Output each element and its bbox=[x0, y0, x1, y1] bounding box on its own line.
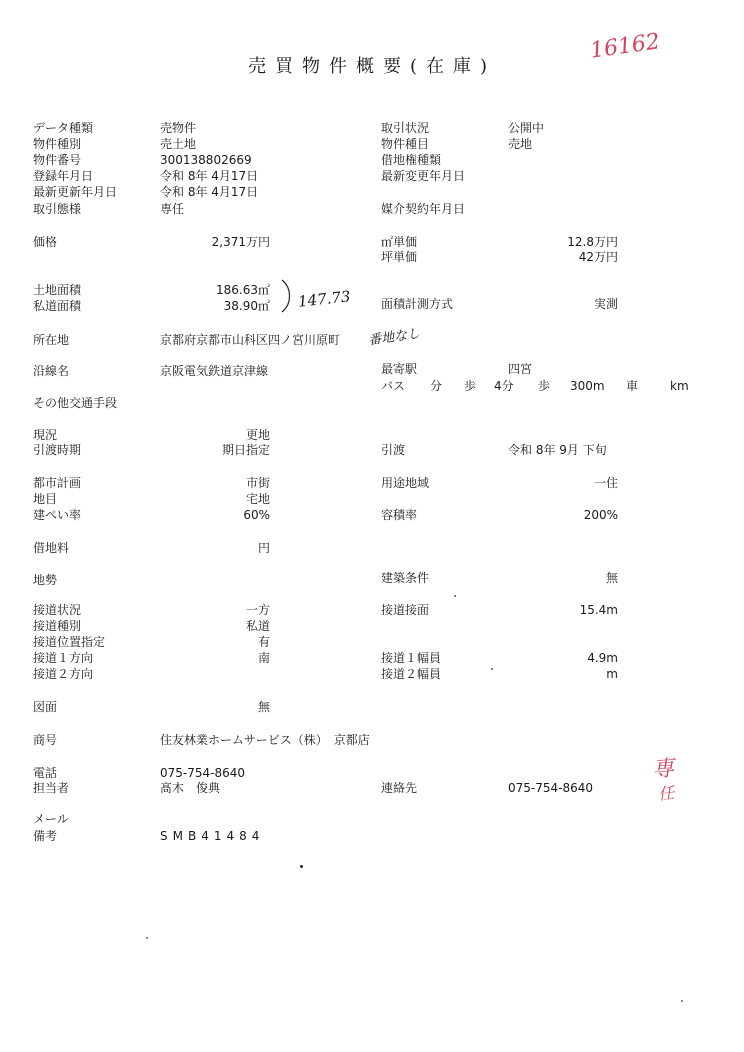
unit-price-m2-value: 12.8万円 bbox=[567, 235, 618, 249]
current-status-label: 現況 bbox=[33, 428, 58, 442]
property-number-value: 300138802669 bbox=[160, 153, 252, 167]
company-label: 商号 bbox=[33, 733, 58, 747]
terrain-label: 地勢 bbox=[33, 573, 58, 587]
handwritten-stamp-2: 任 bbox=[657, 783, 676, 804]
data-type-label: データ種類 bbox=[33, 121, 94, 135]
road2-width-label: 接道２幅員 bbox=[381, 667, 442, 681]
road1-direction-value: 南 bbox=[257, 651, 270, 665]
property-type-label: 物件種別 bbox=[33, 137, 82, 151]
road-frontage-label: 接道接面 bbox=[381, 603, 430, 617]
bus-min-label: 分 bbox=[430, 379, 443, 393]
last-updated-date-value: 令和 8年 4月17日 bbox=[160, 185, 259, 199]
staff-value: 髙木 俊典 bbox=[160, 781, 221, 795]
location-value: 京都府京都市山科区四ノ宮川原町 bbox=[160, 333, 341, 347]
road-position-label: 接道位置指定 bbox=[33, 635, 106, 649]
unit-price-m2-label: ㎡単価 bbox=[381, 235, 418, 249]
remarks-label: 備考 bbox=[33, 829, 58, 843]
handwritten-bracket bbox=[280, 278, 294, 314]
nearest-station-value: 四宮 bbox=[508, 362, 533, 376]
handover-label: 引渡 bbox=[381, 443, 406, 457]
registered-date-value: 令和 8年 4月17日 bbox=[160, 169, 259, 183]
zoning-value: 一住 bbox=[593, 476, 618, 490]
data-type-value: 売物件 bbox=[160, 121, 197, 135]
handover-timing-label: 引渡時期 bbox=[33, 443, 82, 457]
road2-width-value: m bbox=[606, 667, 618, 681]
land-category-value: 宅地 bbox=[245, 492, 270, 506]
unit-price-tsubo-value: 42万円 bbox=[578, 250, 618, 264]
phone-value: 075-754-8640 bbox=[160, 766, 246, 780]
road1-direction-label: 接道１方向 bbox=[33, 651, 94, 665]
last-changed-date-label: 最新変更年月日 bbox=[381, 169, 466, 183]
nearest-station-label: 最寄駅 bbox=[381, 362, 418, 376]
stray-dot bbox=[300, 865, 303, 868]
unit-price-tsubo-label: 坪単価 bbox=[381, 250, 418, 264]
handwritten-number: 16162 bbox=[588, 29, 662, 64]
city-planning-value: 市街 bbox=[245, 476, 270, 490]
email-label: メール bbox=[33, 812, 69, 826]
stray-dot bbox=[146, 937, 148, 939]
road-position-value: 有 bbox=[257, 635, 270, 649]
current-status-value: 更地 bbox=[245, 428, 270, 442]
walk-label-2: 歩 bbox=[538, 379, 551, 393]
road-status-label: 接道状況 bbox=[33, 603, 82, 617]
staff-label: 担当者 bbox=[33, 781, 70, 795]
road1-width-label: 接道１幅員 bbox=[381, 651, 442, 665]
road-status-value: 一方 bbox=[245, 603, 270, 617]
road2-direction-label: 接道２方向 bbox=[33, 667, 94, 681]
handwritten-address-note: 番地なし bbox=[367, 326, 422, 349]
contact-label: 連絡先 bbox=[381, 781, 418, 795]
bus-label: バス bbox=[381, 379, 406, 393]
phone-label: 電話 bbox=[33, 766, 58, 780]
area-measure-method-label: 面積計測方式 bbox=[381, 297, 454, 311]
coverage-ratio-label: 建ぺい率 bbox=[33, 508, 82, 522]
building-conditions-value: 無 bbox=[605, 571, 618, 585]
building-conditions-label: 建築条件 bbox=[381, 571, 430, 585]
leasehold-type-label: 借地権種類 bbox=[381, 153, 442, 167]
floor-area-ratio-value: 200% bbox=[583, 508, 618, 522]
property-type-value: 売土地 bbox=[160, 137, 197, 151]
brokerage-date-label: 媒介契約年月日 bbox=[381, 202, 466, 216]
last-updated-date-label: 最新更新年月日 bbox=[33, 185, 118, 199]
line-label: 沿線名 bbox=[33, 364, 70, 378]
ground-rent-label: 借地料 bbox=[33, 541, 70, 555]
remarks-value: SMB41484 bbox=[160, 829, 265, 843]
stray-dot bbox=[454, 595, 456, 597]
walk-min-value: 4分 bbox=[494, 379, 514, 393]
road1-width-value: 4.9m bbox=[587, 651, 618, 665]
document-title: 売買物件概要(在庫) bbox=[247, 56, 497, 77]
transaction-status-label: 取引状況 bbox=[381, 121, 430, 135]
property-number-label: 物件番号 bbox=[33, 153, 82, 167]
land-area-label: 土地面積 bbox=[33, 283, 82, 297]
location-label: 所在地 bbox=[33, 333, 70, 347]
drawing-label: 図面 bbox=[33, 700, 58, 714]
price-value: 2,371万円 bbox=[211, 235, 270, 249]
price-label: 価格 bbox=[33, 235, 58, 249]
km-label: km bbox=[670, 379, 689, 393]
handover-timing-value: 期日指定 bbox=[221, 443, 270, 457]
car-label: 車 bbox=[626, 379, 639, 393]
zoning-label: 用途地域 bbox=[381, 476, 430, 490]
coverage-ratio-value: 60% bbox=[243, 508, 270, 522]
walk-label: 歩 bbox=[464, 379, 477, 393]
ground-rent-value: 円 bbox=[257, 541, 270, 555]
walk-distance-value: 300m bbox=[570, 379, 605, 393]
stray-dot bbox=[681, 1000, 683, 1002]
road-type-label: 接道種別 bbox=[33, 619, 82, 633]
contact-value: 075-754-8640 bbox=[508, 781, 594, 795]
land-area-value: 186.63㎡ bbox=[216, 283, 270, 297]
city-planning-label: 都市計画 bbox=[33, 476, 82, 490]
floor-area-ratio-label: 容積率 bbox=[381, 508, 418, 522]
line-value: 京阪電気鉄道京津線 bbox=[160, 364, 269, 378]
registered-date-label: 登録年月日 bbox=[33, 169, 94, 183]
other-transport-label: その他交通手段 bbox=[33, 396, 118, 410]
handwritten-area-note: 147.73 bbox=[297, 287, 352, 311]
land-category-label: 地目 bbox=[33, 492, 58, 506]
company-value: 住友林業ホームサービス（株） 京都店 bbox=[160, 733, 370, 747]
handwritten-stamp-1: 専 bbox=[651, 756, 676, 783]
property-item-label: 物件種目 bbox=[381, 137, 430, 151]
property-item-value: 売地 bbox=[508, 137, 533, 151]
private-road-area-label: 私道面積 bbox=[33, 299, 82, 313]
transaction-mode-label: 取引態様 bbox=[33, 202, 82, 216]
road-frontage-value: 15.4m bbox=[579, 603, 618, 617]
handover-value: 令和 8年 9月 下旬 bbox=[508, 443, 607, 457]
transaction-status-value: 公開中 bbox=[508, 121, 545, 135]
private-road-area-value: 38.90㎡ bbox=[223, 299, 270, 313]
road-type-value: 私道 bbox=[245, 619, 270, 633]
area-measure-method-value: 実測 bbox=[593, 297, 618, 311]
transaction-mode-value: 専任 bbox=[160, 202, 185, 216]
drawing-value: 無 bbox=[257, 700, 270, 714]
stray-dot bbox=[491, 668, 493, 670]
